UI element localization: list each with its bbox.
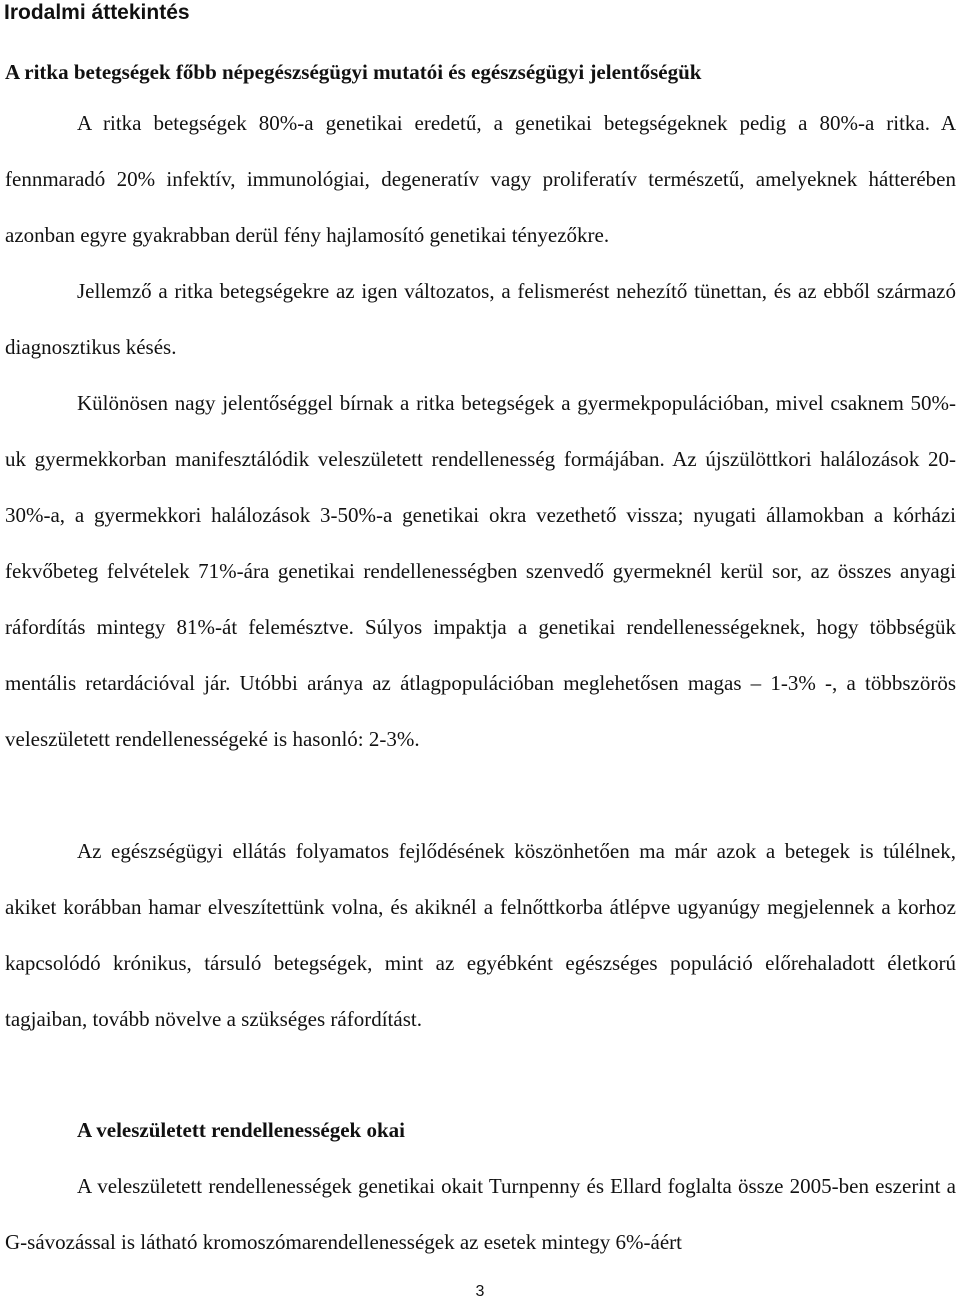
paragraph-child-population: Különösen nagy jelentőséggel bírnak a ritka betegségek a gyermekpopulációban, mivel csaknem 50%-uk gyermekkorban manifesztálódik veleszületett rendellenesség formájában. Az újszülöttkori halálozások 20-30%-a, a gyermekkori halálozások 3-50%-a genetikai okra vezethető vissza; nyugati államokban a kórházi fekvőbeteg felvételek 71%-ára genetikai rendellenességben szenvedő gyermeknél kerül sor, az összes anyagi ráfordítás mintegy 81%-át felemésztve. Súlyos impaktja a genetikai rendellenességeknek, hogy többségük mentális retardációval jár. Utóbbi aránya az átlagpopulációban meglehetősen magas – 1-3% -, a többszörös veleszületett rendellenességeké is hasonló: 2-3%. [5,391,956,751]
paragraph-genetic-origin: A ritka betegségek 80%-a genetikai eredetű, a genetikai betegségeknek pedig a 80%-a ritka. A fennmaradó 20% infektív, immunológiai, degeneratív vagy proliferatív természetű, amelyeknek hátterében azonban egyre gyakrabban derül fény hajlamosító genetikai tényezőkre. [5,111,956,247]
page-number: 3 [475,1283,485,1300]
section-title: Irodalmi áttekintés [4,1,190,24]
subsection-title-causes: A veleszületett rendellenességek okai [77,1118,405,1142]
subsection-title-public-health: A ritka betegségek főbb népegészségügyi mutatói és egészségügyi jelentőségük [5,60,702,84]
paragraph-symptoms: Jellemző a ritka betegségekre az igen változatos, a felismerést nehezítő tünettan, és az ebből származó diagnosztikus késés. [5,279,956,359]
paragraph-healthcare-development: Az egészségügyi ellátás folyamatos fejlődésének köszönhetően ma már azok a betegek is túlélnek, akiket korábban hamar elveszítettünk volna, és akiknél a felnőttkorba átlépve ugyanúgy megjelennek a korhoz kapcsolódó krónikus, társuló betegségek, mint az egyébként egészséges populáció előrehaladott életkorú tagjaiban, tovább növelve a szükséges ráfordítást. [5,839,956,1031]
paragraph-genetic-causes: A veleszületett rendellenességek genetikai okait Turnpenny és Ellard foglalta össze 2005-ben eszerint a G-sávozással is látható kromoszómarendellenességek az esetek mintegy 6%-áért [5,1174,956,1254]
